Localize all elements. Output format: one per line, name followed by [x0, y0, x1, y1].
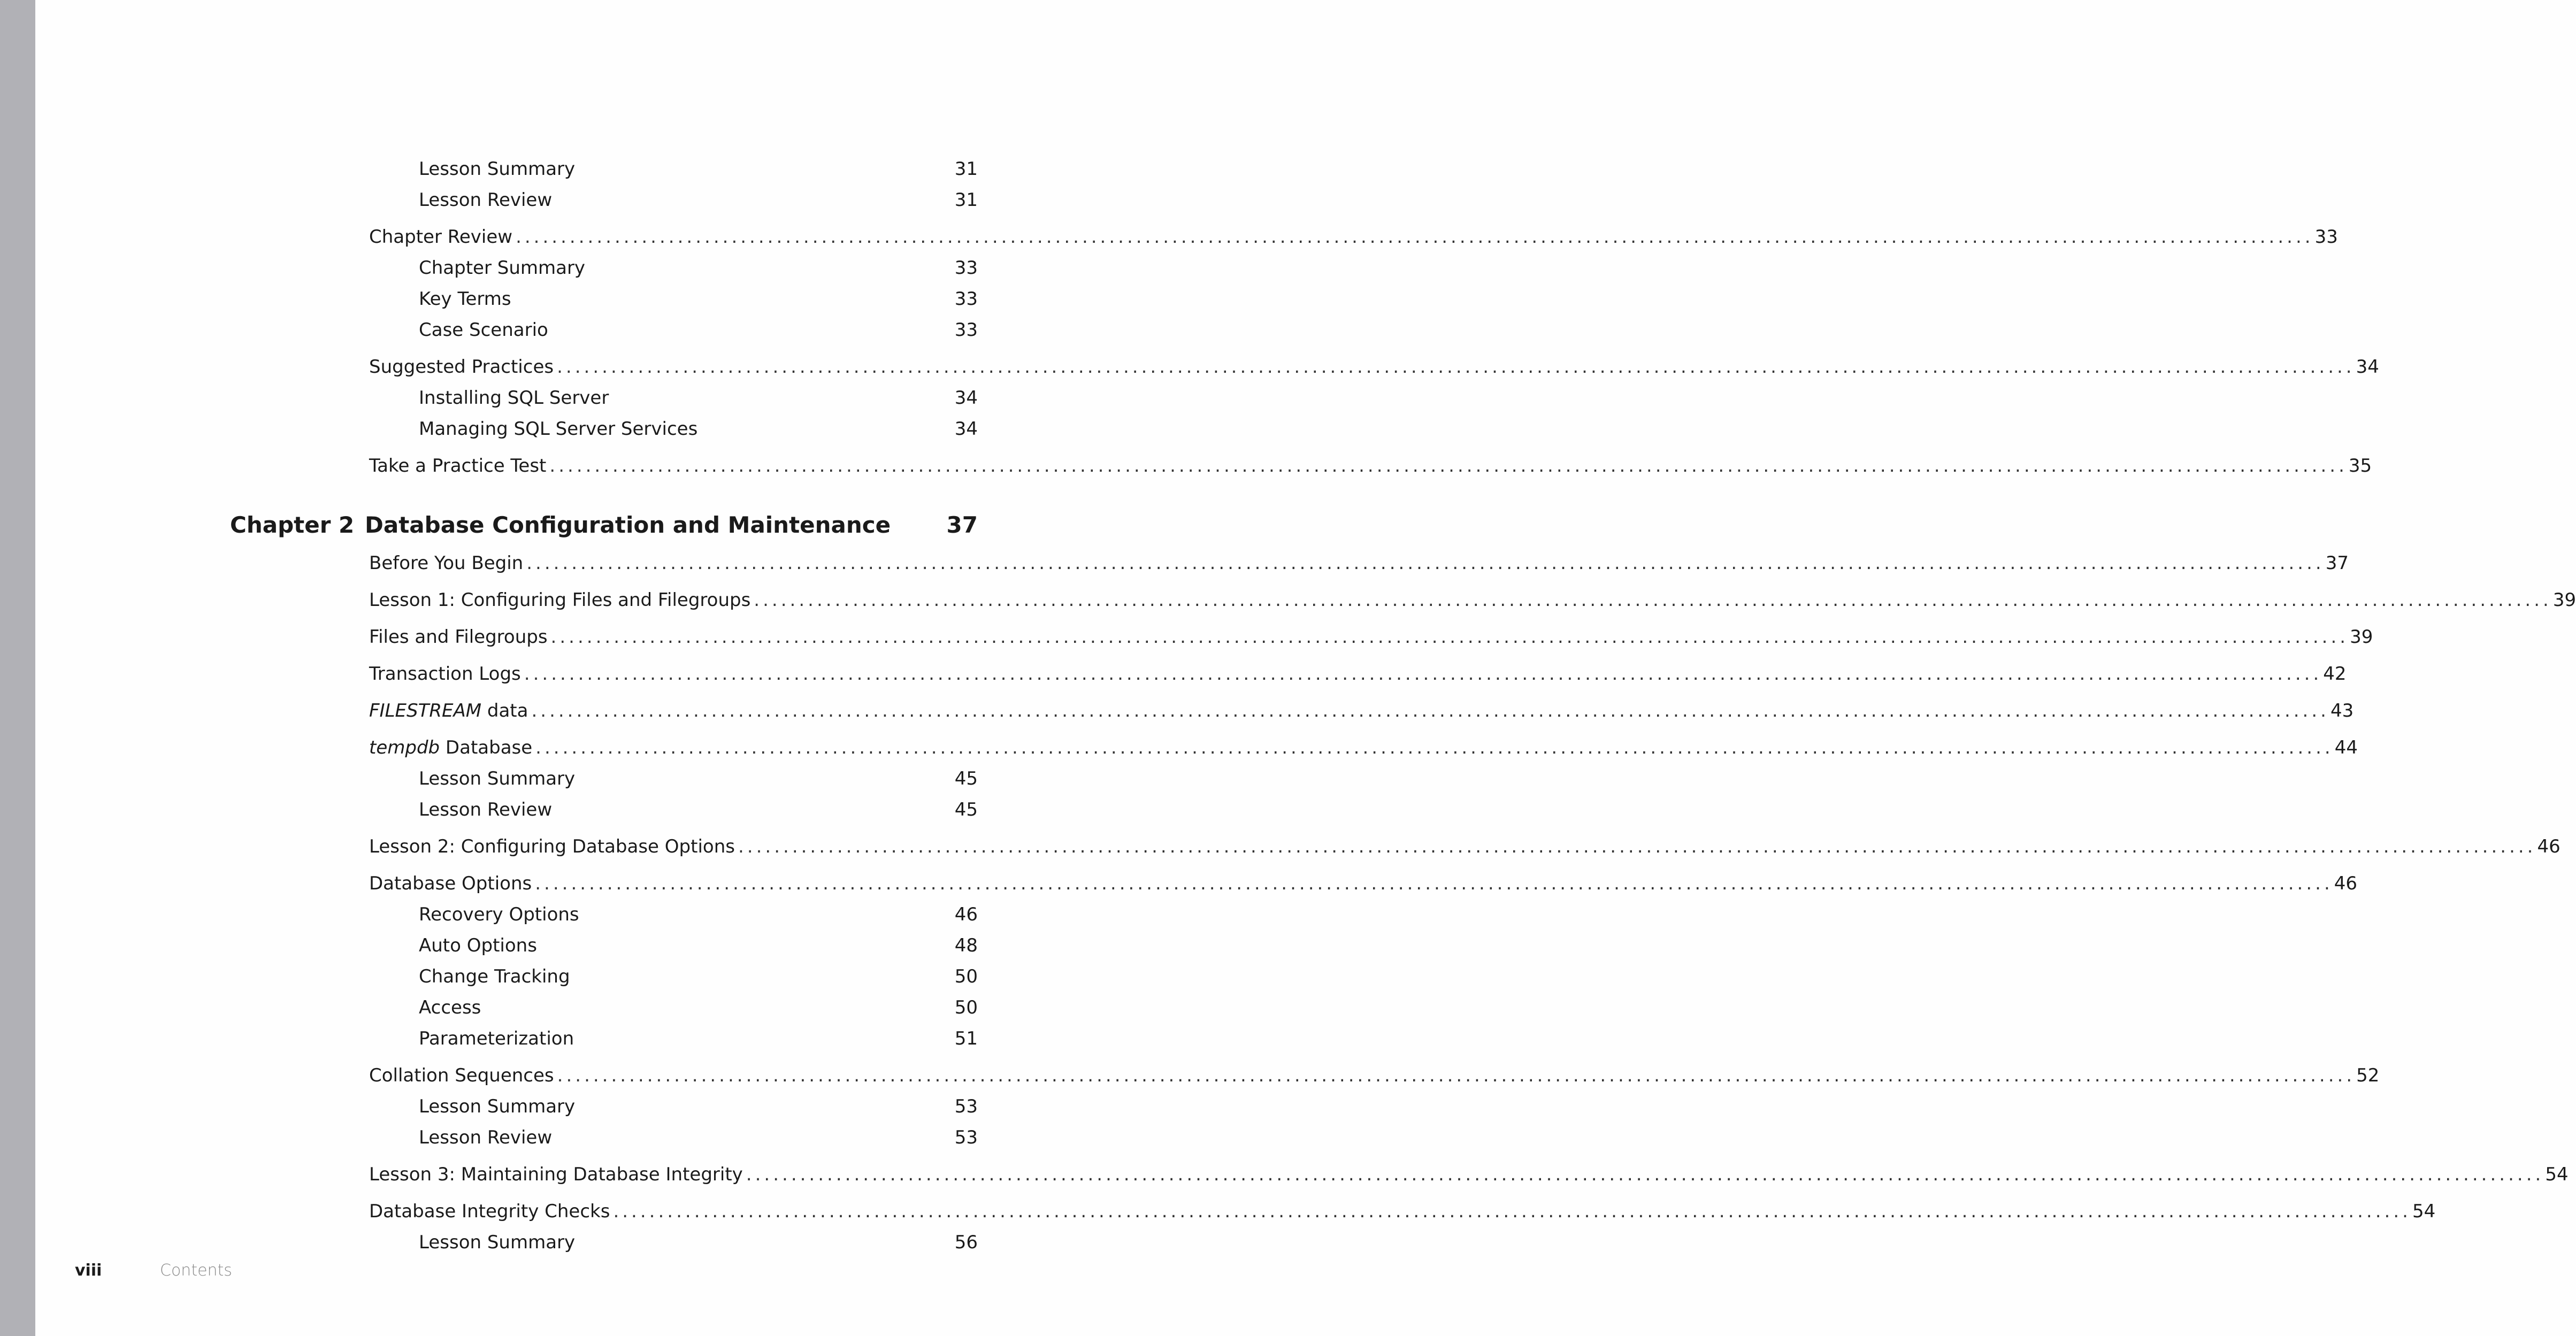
toc-entry-page: 35 [2348, 455, 2372, 477]
toc-entry-page: 42 [2323, 663, 2347, 685]
toc-entry-title-italic: tempdb [369, 737, 440, 758]
dot-leader: ........................................................................................................................................................................................................ [738, 836, 2536, 857]
toc-entry-page: 33 [954, 319, 978, 341]
toc-entry-title: Lesson Review [419, 189, 553, 211]
toc-entry[interactable] [419, 994, 978, 1021]
toc-entry-title: Lesson Review [419, 1127, 553, 1148]
dot-leader: ........................................................................................................................................................................................................ [535, 873, 2333, 894]
toc-entry-page: 33 [954, 257, 978, 279]
dot-leader: ........................................................................................................................................................................................................ [557, 356, 2355, 378]
dot-leader: ........................................................................................................................................................................................................ [550, 626, 2349, 648]
toc-entry[interactable] [419, 901, 978, 928]
toc-entry-title: Transaction Logs [369, 663, 521, 685]
toc-entry-page: 54 [2545, 1164, 2569, 1185]
toc-entry-page: 46 [2537, 836, 2560, 857]
toc-entry[interactable] [419, 255, 978, 281]
chapter-label: Chapter 2 [230, 512, 355, 538]
dot-leader: ........................................................................................................................................................................................................ [516, 226, 2314, 248]
toc-entry-page: 34 [954, 418, 978, 440]
toc-entry-title [369, 697, 528, 724]
toc-entry[interactable] [419, 932, 978, 959]
toc-entry-page: 34 [954, 387, 978, 409]
toc-entry[interactable] [369, 661, 2347, 687]
toc-entry[interactable] [369, 1062, 2380, 1089]
toc-entry[interactable] [419, 1093, 978, 1120]
toc-entry-title: Files and Filegroups [369, 626, 548, 648]
toc-entry-title-rest: Database [440, 737, 533, 758]
dot-leader: ........................................................................................................................................................................................................ [526, 552, 2325, 574]
toc-entry-title: Change Tracking [419, 966, 570, 987]
toc-entry[interactable] [369, 624, 2373, 650]
toc-entry-page: 53 [954, 1096, 978, 1117]
toc-entry-page: 46 [954, 904, 978, 925]
toc-entry-title-rest: data [481, 700, 528, 721]
toc-entry-title: Auto Options [419, 935, 537, 956]
toc-entry-title: Case Scenario [419, 319, 548, 341]
toc-entry-page: 37 [2325, 552, 2349, 574]
toc-entry[interactable] [369, 697, 2354, 724]
toc-entry-page: 43 [2330, 700, 2354, 721]
dot-leader: ........................................................................................................................................................................................................ [557, 1065, 2356, 1086]
toc-entry-title: Suggested Practices [369, 356, 554, 378]
toc-entry-title: Lesson Summary [419, 158, 576, 180]
toc-entry-page: 51 [954, 1028, 978, 1049]
dot-leader: ........................................................................................................................................................................................................ [535, 737, 2334, 758]
toc-entry[interactable] [369, 1161, 2569, 1188]
toc-entry-page: 48 [954, 935, 978, 956]
toc-entry-page: 46 [2334, 873, 2358, 894]
toc-entry-title: Lesson 3: Maintaining Database Integrity [369, 1164, 743, 1185]
toc-entry[interactable] [369, 870, 2358, 897]
chapter-title: Database Configuration and Maintenance [365, 512, 891, 538]
toc-entry[interactable] [419, 385, 978, 411]
footer-page-number: viii [75, 1261, 102, 1280]
toc-entry[interactable] [369, 833, 2560, 860]
footer-label: Contents [160, 1261, 232, 1280]
toc-entry-title: Lesson Summary [419, 1096, 576, 1117]
toc-entry-title: Managing SQL Server Services [419, 418, 698, 440]
toc-entry-title: Lesson 2: Configuring Database Options [369, 836, 735, 857]
toc-entry-page: 56 [954, 1232, 978, 1253]
toc-entry-title: Chapter Review [369, 226, 513, 248]
toc-entry[interactable] [369, 734, 2358, 761]
toc-entry[interactable] [419, 286, 978, 312]
toc-entry[interactable] [419, 1124, 978, 1151]
toc-entry-page: 54 [2412, 1201, 2436, 1222]
dot-leader: ........................................................................................................................................................................................................ [613, 1201, 2411, 1222]
toc-entry-page: 45 [954, 799, 978, 820]
toc-entry[interactable] [369, 550, 2349, 577]
toc-entry-title: Database Integrity Checks [369, 1201, 610, 1222]
toc-entry-page: 53 [954, 1127, 978, 1148]
toc-entry[interactable] [419, 765, 978, 792]
toc-entry-title: Chapter Summary [419, 257, 586, 279]
toc-entry-title: Installing SQL Server [419, 387, 609, 409]
toc-entry-page: 34 [2356, 356, 2379, 378]
toc-entry-page: 33 [2314, 226, 2338, 248]
dot-leader: ........................................................................................................................................................................................................ [549, 455, 2348, 477]
toc-entry-title: Lesson Review [419, 799, 553, 820]
toc-entry[interactable] [369, 354, 2379, 380]
toc-entry-page: 44 [2334, 737, 2358, 758]
dot-leader: ........................................................................................................................................................................................................ [531, 700, 2329, 721]
toc-entry[interactable] [419, 187, 978, 213]
toc-entry-page: 50 [954, 997, 978, 1018]
toc-entry-title [369, 734, 532, 761]
toc-entry-title: Collation Sequences [369, 1065, 554, 1086]
dot-leader: ........................................................................................................................................................................................................ [746, 1164, 2544, 1185]
dot-leader: ........................................................................................................................................................................................................ [754, 589, 2552, 611]
toc-entry-page: 31 [954, 158, 978, 180]
chapter-heading[interactable] [230, 508, 978, 542]
toc-entry-title: Key Terms [419, 288, 511, 310]
margin-strip [0, 0, 35, 1336]
toc-entry[interactable] [419, 416, 978, 442]
toc-entry[interactable] [419, 796, 978, 823]
dot-leader: ........................................................................................................................................................................................................ [524, 663, 2322, 685]
toc-entry-title: Before You Begin [369, 552, 524, 574]
toc-entry[interactable] [369, 587, 2576, 613]
toc-entry-title: Database Options [369, 873, 532, 894]
toc-entry-page: 39 [2350, 626, 2373, 648]
toc-entry-title: Access [419, 997, 481, 1018]
toc-entry-title-italic: FILESTREAM [369, 700, 482, 721]
toc-entry[interactable] [419, 1229, 978, 1256]
chapter-page: 37 [946, 512, 978, 538]
toc-entry[interactable] [419, 963, 978, 990]
toc-entry[interactable] [369, 1198, 2436, 1225]
toc-entry-page: 39 [2552, 589, 2576, 611]
toc-entry-title: Lesson 1: Configuring Files and Filegroups [369, 589, 751, 611]
toc-entry-title: Parameterization [419, 1028, 574, 1049]
toc-entry-page: 45 [954, 768, 978, 789]
toc-entry[interactable] [419, 1025, 978, 1052]
toc-entry[interactable] [419, 317, 978, 343]
toc-entry-title: Take a Practice Test [369, 455, 547, 477]
toc-entry[interactable] [369, 224, 2338, 250]
toc-entry-title: Recovery Options [419, 904, 579, 925]
toc-entry-page: 33 [954, 288, 978, 310]
toc-entry-page: 50 [954, 966, 978, 987]
toc-entry[interactable] [419, 156, 978, 182]
toc-entry-page: 52 [2356, 1065, 2380, 1086]
toc-entry-title: Lesson Summary [419, 768, 576, 789]
toc-entry-page: 31 [954, 189, 978, 211]
toc-entry-title: Lesson Summary [419, 1232, 576, 1253]
toc-entry[interactable] [369, 452, 2372, 479]
